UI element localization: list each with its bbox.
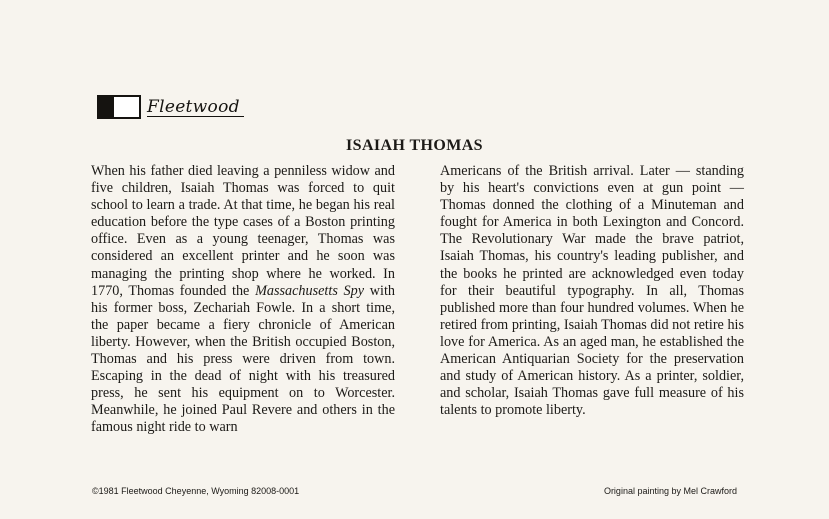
logo-wordmark: Fleetwood xyxy=(147,98,244,117)
body-paragraph-left xyxy=(91,163,395,437)
newspaper-title: Massachusetts Spy xyxy=(255,282,365,299)
body-text-left-part2: with his former boss, Zechariah Fowle. In a short time, the paper became a fiery chronicle of American liberty. However, when the British occupied Boston, Thomas and his press were driven from town. Escaping in the dead of night with his treasured press, he sent his equipment on to Worcester. Meanwhile, he joined Paul Revere and others in the famous night ride to warn xyxy=(91,282,395,436)
copyright-notice: ©1981 Fleetwood Cheyenne, Wyoming 82008-0001 xyxy=(92,486,300,496)
body-column-left xyxy=(91,163,395,437)
body-paragraph-right: Americans of the British arrival. Later — standing by his heart's convictions even at gun point — Thomas donned the clothing of a Minuteman and fought for America in both Lexington and Concord. The Revolutionary War made the brave patriot, Isaiah Thomas, his country's leading publisher, and the books he printed are acknowledged even today for their beautiful typography. In all, Thomas published more than four hundred volumes. When he retired from printing, Isaiah Thomas did not retire his love for America. As an aged man, he established the American Antiquarian Society for the preservation and study of American history. As a printer, soldier, and scholar, Isaiah Thomas gave full measure of his talents to promote liberty. xyxy=(440,163,744,419)
painting-credit: Original painting by Mel Crawford xyxy=(603,486,737,496)
body-text-left-part1: When his father died leaving a penniless widow and five children, Isaiah Thomas was forced to quit school to learn a trade. At that time, he began his real education before the type cases of a Boston printing office. Even as a young teenager, Thomas was considered an excellent printer and he soon was managing the printing shop where he worked. In 1770, Thomas founded the xyxy=(91,163,395,299)
fleetwood-logo xyxy=(97,95,244,119)
page-title: ISAIAH THOMAS xyxy=(346,137,483,154)
body-column-right xyxy=(440,163,744,419)
logo-mark-icon xyxy=(97,95,141,119)
